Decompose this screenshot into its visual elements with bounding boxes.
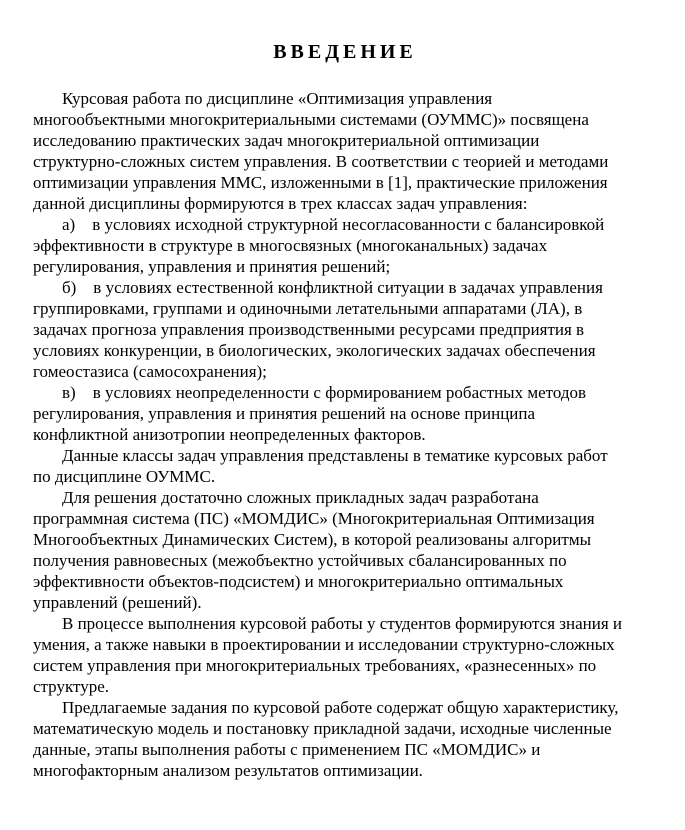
text-line: эффективности объектов-подсистем) и многокритериально оптимальных (33, 572, 564, 591)
text-line: В процессе выполнения курсовой работы у студентов формируются знания и (62, 614, 622, 633)
list-item-paragraph (33, 382, 657, 445)
list-item-paragraph (33, 277, 657, 382)
text-line: гомеостазиса (самосохранения); (33, 362, 267, 381)
text-line: в) в условиях неопределенности с формированием робастных методов (62, 383, 587, 402)
text-line: Предлагаемые задания по курсовой работе содержат общую характеристику, (62, 698, 619, 717)
text-line: программная система (ПС) «МОМДИС» (Многокритериальная Оптимизация (33, 509, 595, 528)
paragraph (33, 487, 657, 613)
text-line: Для решения достаточно сложных прикладных задач разработана (62, 488, 539, 507)
paragraph (33, 613, 657, 697)
text-line: систем управления при многокритериальных требованиях, «разнесенных» по (33, 656, 597, 675)
text-line: многообъектными многокритериальными системами (ОУММС)» посвящена (33, 110, 589, 129)
text-line: регулирования, управления и принятия решений на основе принципа (33, 404, 536, 423)
text-line: данной дисциплины формируются в трех классах задач управления: (33, 194, 528, 213)
text-line: группировками, группами и одиночными летательными аппаратами (ЛА), в (33, 299, 583, 318)
page-title: ВВЕДЕНИЕ (273, 41, 417, 63)
text-line: многофакторным анализом результатов оптимизации. (33, 761, 423, 780)
text-line: структурно-сложных систем управления. В соответствии с теорией и методами (33, 152, 609, 171)
document-body (33, 88, 657, 781)
text-line: Многообъектных Динамических Систем), в которой реализованы алгоритмы (33, 530, 591, 549)
text-line: исследованию практических задач многокритериальной оптимизации (33, 131, 540, 150)
text-line: конфликтной анизотропии неопределенных факторов. (33, 425, 426, 444)
paragraph (33, 445, 657, 487)
text-line: данные, этапы выполнения работы с применением ПС «МОМДИС» и (33, 740, 541, 759)
text-line: Курсовая работа по дисциплине «Оптимизация управления (62, 89, 493, 108)
paragraph (33, 88, 657, 214)
text-line: математическую модель и постановку прикладной задачи, исходные численные (33, 719, 612, 738)
text-line: структуре. (33, 677, 109, 696)
text-line: получения равновесных (межобъектно устойчивых сбалансированных по (33, 551, 567, 570)
text-line: б) в условиях естественной конфликтной ситуации в задачах управления (62, 278, 603, 297)
text-line: управлений (решений). (33, 593, 202, 612)
text-line: регулирования, управления и принятия решений; (33, 257, 391, 276)
text-line: умения, а также навыки в проектировании и исследовании структурно-сложных (33, 635, 615, 654)
paragraph (33, 697, 657, 781)
document-page (0, 40, 685, 830)
text-line: по дисциплине ОУММС. (33, 467, 216, 486)
text-line: задачах прогноза управления производственными ресурсами предприятия в (33, 320, 585, 339)
text-line: оптимизации управления ММС, изложенными в [1], практические приложения (33, 173, 608, 192)
text-line: эффективности в структуре в многосвязных (многоканальных) задачах (33, 236, 548, 255)
text-line: Данные классы задач управления представлены в тематике курсовых работ (62, 446, 608, 465)
list-item-paragraph (33, 214, 657, 277)
text-line: а) в условиях исходной структурной несогласованности с балансировкой (62, 215, 605, 234)
text-line: условиях конкуренции, в биологических, экологических задачах обеспечения (33, 341, 596, 360)
